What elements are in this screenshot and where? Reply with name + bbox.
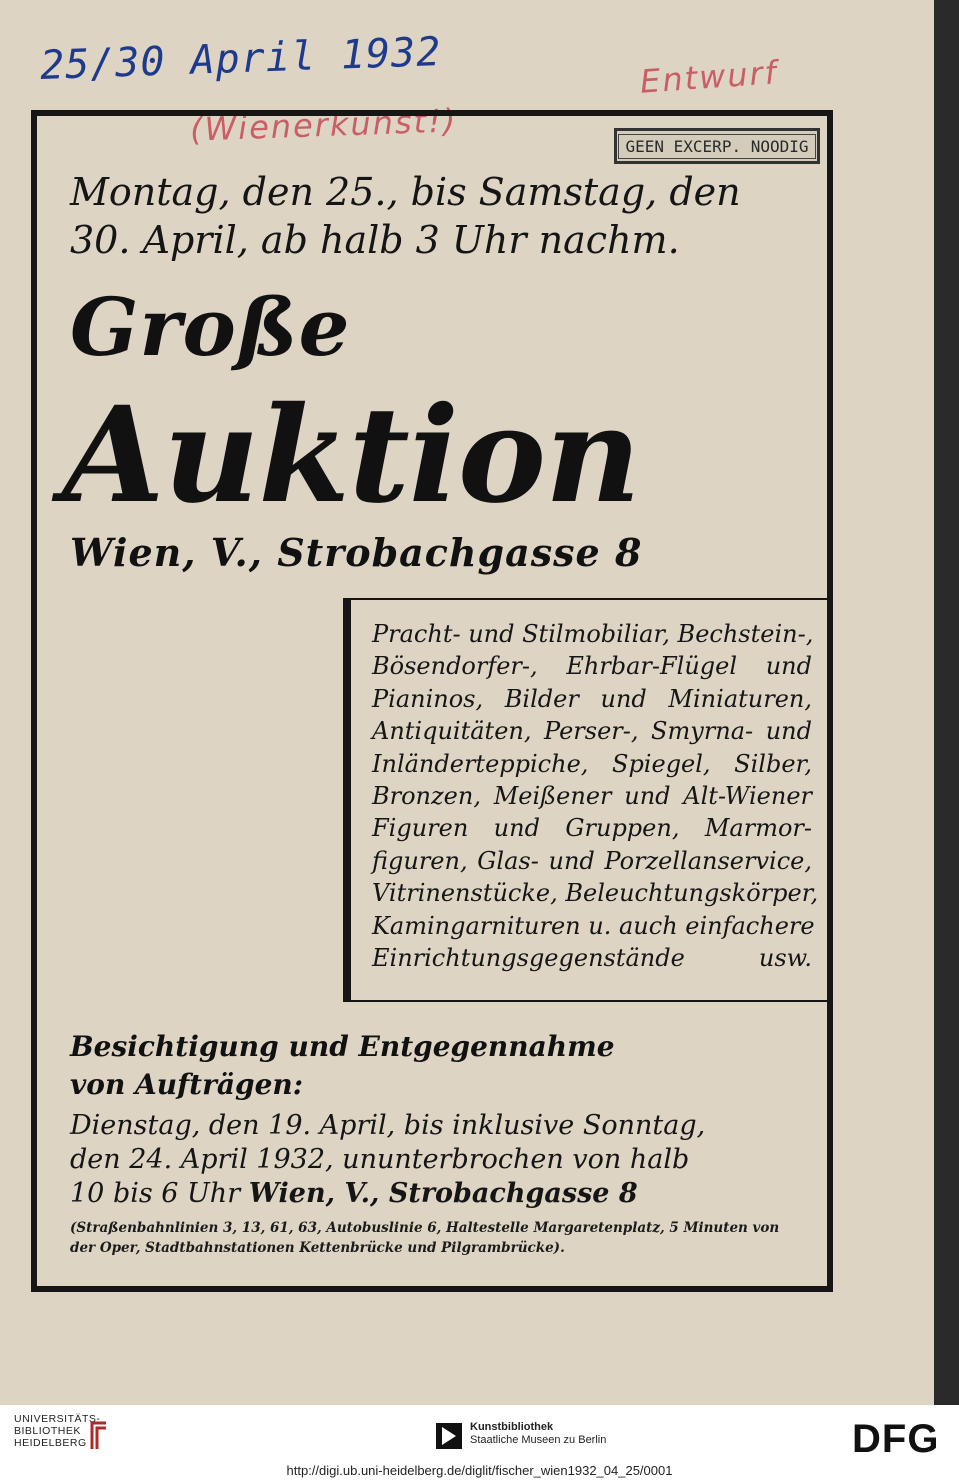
kb-sub: Staatliche Museen zu Berlin: [470, 1434, 607, 1446]
kunstbibliothek-logo-icon: [436, 1423, 462, 1449]
item-line: Einrichtungsgegenstände usw.: [372, 944, 812, 973]
item-line: Bronzen, Meißener und Alt-Wiener: [372, 782, 812, 811]
item-line: Bösendorfer-, Ehrbar-Flügel und: [372, 652, 812, 681]
viewing-time: 10 bis 6 Uhr: [70, 1178, 241, 1209]
ub-logo-icon: [88, 1419, 110, 1451]
item-line: Vitrinenstücke, Beleuchtungskörper,: [372, 879, 819, 908]
viewing-heading-1: Besichtigung und Entgegennahme: [70, 1030, 615, 1063]
title-auktion: Auktion: [62, 378, 640, 533]
item-line: figuren, Glas- und Porzellanservice,: [372, 846, 812, 875]
kb-name: Kunstbibliothek: [470, 1421, 554, 1433]
ub-line: HEIDELBERG: [14, 1437, 87, 1449]
items-list: [372, 618, 819, 974]
title-grosse: Große: [70, 280, 351, 374]
viewing-line-1: Dienstag, den 19. April, bis inklusive Sonntag,: [70, 1110, 706, 1141]
item-line: Pracht- und Stilmobiliar, Bechstein-,: [372, 620, 814, 648]
item-line: Inländerteppiche, Spiegel, Silber,: [372, 749, 812, 778]
auction-address: Wien, V., Strobachgasse 8: [70, 530, 643, 575]
date-line-2: 30. April, ab halb 3 Uhr nachm.: [70, 218, 680, 262]
page-edge: [934, 0, 959, 1405]
item-line: Figuren und Gruppen, Marmor-: [372, 814, 812, 843]
dfg-logo: DFG: [852, 1417, 940, 1461]
page-url[interactable]: http://digi.ub.uni-heidelberg.de/diglit/fischer_wien1932_04_25/0001: [286, 1463, 673, 1478]
handwritten-red-note-left: (Wienerkunst!): [189, 101, 459, 149]
ub-line: BIBLIOTHEK: [14, 1425, 81, 1437]
viewing-address: Wien, V., Strobachgasse 8: [248, 1178, 638, 1209]
viewing-line-3: [70, 1178, 638, 1209]
transport-note-1: (Straßenbahnlinien 3, 13, 61, 63, Autobuslinie 6, Haltestelle Margaretenplatz, 5 Minuten von: [70, 1220, 780, 1236]
kunstbibliothek-label: [470, 1421, 606, 1447]
date-line-1: Montag, den 25., bis Samstag, den: [70, 170, 741, 214]
ub-line: UNIVERSITÄTS-: [14, 1413, 101, 1425]
footer-bar: [0, 1405, 959, 1481]
item-line: Antiquitäten, Perser-, Smyrna- und: [372, 717, 812, 746]
library-stamp: [614, 128, 820, 164]
handwritten-red-note-top: Entwurf: [638, 53, 780, 101]
item-line: Kamingarnituren u. auch einfachere: [372, 911, 815, 940]
item-line: Pianinos, Bilder und Miniaturen,: [372, 684, 812, 713]
viewing-heading-2: von Aufträgen:: [70, 1068, 304, 1101]
stamp-text: GEEN EXCERP. NOODIG: [618, 134, 815, 159]
handwritten-date-note: 25/30 April 1932: [39, 29, 442, 89]
transport-note-2: der Oper, Stadtbahnstationen Kettenbrücke und Pilgrambrücke).: [70, 1240, 565, 1256]
viewing-line-2: den 24. April 1932, ununterbrochen von halb: [70, 1144, 690, 1175]
